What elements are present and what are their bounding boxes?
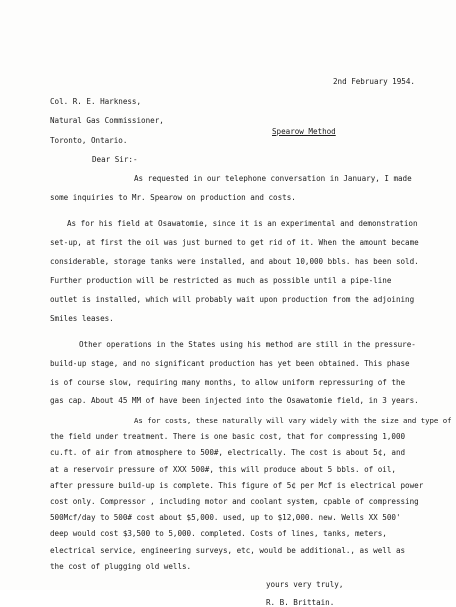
body-line: after pressure build-up is complete. This figure of 5¢ per Mcf is electrical power bbox=[50, 480, 424, 490]
body-line: the field under treatment. There is one basic cost, that for compressing 1,000 bbox=[50, 432, 406, 442]
body-line: build-up stage, and no significant production has yet been obtained. This phase bbox=[50, 359, 410, 368]
body-line: Smiles leases. bbox=[50, 314, 114, 323]
body-line: deep would cost $3,500 to 5,000. completed. Costs of lines, tanks, meters, bbox=[50, 529, 387, 539]
body-line: As for his field at Osawatomie, since it is an experimental and demonstration bbox=[67, 219, 418, 228]
body-line: some inquiries to Mr. Spearow on production and costs. bbox=[50, 193, 296, 202]
recipient-city: Toronto, Ontario. bbox=[50, 136, 128, 145]
body-line: cost only. Compressor , including motor and coolant system, cpable of compressing bbox=[50, 497, 419, 506]
body-line: electrical service, engineering surveys, etc, would be additional., as well as bbox=[50, 545, 406, 555]
salutation: Dear Sir:- bbox=[92, 155, 138, 164]
body-line: 500Mcf/day to 500# cost about $5,000. used, up to $12,000. new. Wells XX 500' bbox=[50, 513, 401, 523]
body-line: As for costs, these naturally will vary widely with the size and type of bbox=[134, 416, 452, 425]
body-line: cu.ft. of air from atmosphere to 500#, electrically. The cost is about 5¢, and bbox=[50, 448, 406, 458]
letter-date: 2nd February 1954. bbox=[333, 77, 415, 86]
body-line: considerable, storage tanks were installed, and about 10,000 bbls. has been sold. bbox=[50, 257, 419, 266]
signature: R. B. Brittain. bbox=[266, 597, 335, 607]
body-line: outlet is installed, which will probably wait upon production from the adjoining bbox=[50, 295, 415, 304]
body-line: the cost of plugging old wells. bbox=[50, 561, 192, 571]
body-line: at a reservoir pressure of XXX 500#, this will produce about 5 bbls. of oil, bbox=[50, 464, 396, 474]
body-line: is of course slow, requiring many months, to allow uniform repressuring of the bbox=[50, 378, 406, 387]
body-line: As requested in our telephone conversation in January, I made bbox=[134, 174, 412, 183]
body-line: set-up, at first the oil was just burned to get rid of it. When the amount became bbox=[50, 238, 419, 247]
closing: yours very truly, bbox=[266, 579, 344, 589]
body-line: gas cap. About 45 MM of have been injected into the Osawatomie field, in 3 years. bbox=[50, 396, 419, 405]
body-line: Other operations in the States using his method are still in the pressure- bbox=[79, 340, 416, 349]
subject-line: Spearow Method bbox=[272, 127, 336, 136]
recipient-title: Natural Gas Commissioner, bbox=[50, 116, 164, 125]
recipient-name: Col. R. E. Harkness, bbox=[50, 97, 142, 106]
body-line: Further production will be restricted as much as possible until a pipe-line bbox=[50, 276, 392, 285]
